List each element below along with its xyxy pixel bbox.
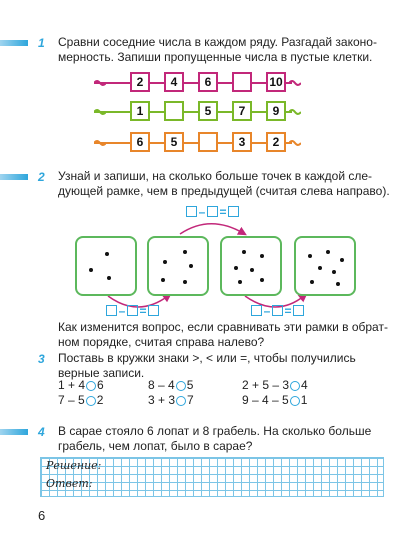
equation-bottom-left xyxy=(106,303,159,318)
expression-right: 1 xyxy=(300,393,308,407)
number-cell: 5 xyxy=(198,101,218,121)
minus-sign: – xyxy=(198,204,206,219)
expression-right: 6 xyxy=(97,378,104,392)
answer-label: Ответ: xyxy=(46,477,93,490)
dot xyxy=(105,252,109,256)
task-2-question xyxy=(58,320,388,350)
number-cell: 2 xyxy=(130,72,150,92)
dot xyxy=(163,260,167,264)
dot xyxy=(238,280,242,284)
sign-circle[interactable] xyxy=(290,381,300,391)
sign-circle[interactable] xyxy=(176,396,186,406)
comparison-expression xyxy=(242,393,307,407)
comparison-expression xyxy=(242,378,308,392)
sign-circle[interactable] xyxy=(176,381,186,391)
dot xyxy=(242,250,246,254)
number-cell: 6 xyxy=(130,132,150,152)
dot-frame-3 xyxy=(220,236,282,296)
expression-left: 1 + 4 xyxy=(58,378,86,392)
number-cell: 9 xyxy=(266,101,286,121)
number-cell: 2 xyxy=(266,132,286,152)
answer-square[interactable] xyxy=(127,305,138,316)
sign-circle[interactable] xyxy=(86,396,96,406)
expression-right: 7 xyxy=(187,393,194,407)
expression-right: 2 xyxy=(96,393,104,407)
page-number: 6 xyxy=(38,508,46,523)
equals-sign: = xyxy=(139,303,147,318)
dot xyxy=(332,270,336,274)
answer-square[interactable] xyxy=(106,305,117,316)
equation-bottom-right xyxy=(251,303,304,318)
dot xyxy=(310,280,314,284)
expression-left: 8 – 4 xyxy=(148,378,175,392)
comparison-expression xyxy=(148,393,194,407)
task-4-text xyxy=(58,424,371,454)
task-1-text-line-1: Сравни соседние числа в каждом ряду. Разгадай законо- xyxy=(58,35,377,49)
dot xyxy=(260,278,264,282)
number-cell: 10 xyxy=(266,72,286,92)
equals-sign: = xyxy=(219,204,227,219)
answer-square[interactable] xyxy=(272,305,283,316)
arrow-2-3 xyxy=(180,224,243,234)
task-4-text-line-2: грабель, чем лопат, было в сарае? xyxy=(58,439,253,453)
minus-sign: – xyxy=(263,303,271,318)
task-3-text xyxy=(58,351,356,381)
task-number-3: 3 xyxy=(38,352,45,366)
expression-left: 2 + 5 – 3 xyxy=(242,378,290,392)
dot xyxy=(340,258,344,262)
dot-frame-2 xyxy=(147,236,209,296)
dot xyxy=(189,264,193,268)
task-2-text-line-1: Узнай и запиши, на сколько больше точек в каждой сле- xyxy=(58,169,373,183)
dot xyxy=(234,266,238,270)
dot xyxy=(89,268,93,272)
minus-sign: – xyxy=(118,303,126,318)
dot xyxy=(161,278,165,282)
task-3-text-line-1: Поставь в кружки знаки >, < или =, чтобы получились xyxy=(58,351,356,365)
expression-left: 7 – 5 xyxy=(58,393,85,407)
number-cell: 1 xyxy=(130,101,150,121)
dot xyxy=(318,266,322,270)
dot xyxy=(183,280,187,284)
expression-right: 4 xyxy=(301,378,308,392)
dot xyxy=(336,282,340,286)
task-2-question-line-1: Как изменится вопрос, если сравнивать эти рамки в обрат- xyxy=(58,320,388,334)
task-number-4: 4 xyxy=(38,425,45,439)
answer-square[interactable] xyxy=(293,305,304,316)
task-2-text-line-2: дующей рамке, чем в предыдущей (считая слева направо). xyxy=(58,184,390,198)
section-marker-4 xyxy=(0,429,28,435)
sign-circle[interactable] xyxy=(290,396,300,406)
equals-sign: = xyxy=(284,303,292,318)
solution-label: Решение: xyxy=(46,459,102,472)
expression-right: 5 xyxy=(186,378,194,392)
task-1-text-line-2: мерность. Запиши пропущенные числа в пустые клетки. xyxy=(58,50,373,64)
number-cell: 4 xyxy=(164,72,184,92)
comparison-expression xyxy=(58,393,103,407)
answer-square[interactable] xyxy=(148,305,159,316)
dot xyxy=(250,268,254,272)
comparison-expression xyxy=(148,378,193,392)
task-2-question-line-2: ном порядке, считая справа налево? xyxy=(58,335,265,349)
number-cell: 7 xyxy=(232,101,252,121)
number-cell: 6 xyxy=(198,72,218,92)
dot xyxy=(260,254,264,258)
expression-left: 9 – 4 – 5 xyxy=(242,393,289,407)
sign-circle[interactable] xyxy=(86,381,96,391)
number-cell: 3 xyxy=(232,132,252,152)
task-number-2: 2 xyxy=(38,170,45,184)
expression-left: 3 + 3 xyxy=(148,393,176,407)
number-cell: 5 xyxy=(164,132,184,152)
dot-frame-1 xyxy=(75,236,137,296)
task-4-text-line-1: В сарае стояло 6 лопат и 8 грабель. На сколько больше xyxy=(58,424,372,438)
task-number-1: 1 xyxy=(38,36,45,50)
task-3-text-line-2: верные записи. xyxy=(58,366,145,380)
answer-square[interactable] xyxy=(251,305,262,316)
dot xyxy=(326,250,330,254)
comparison-expression xyxy=(58,378,104,392)
dot xyxy=(308,254,312,258)
dot-frame-4 xyxy=(294,236,356,296)
dot xyxy=(183,250,187,254)
dot xyxy=(107,276,111,280)
